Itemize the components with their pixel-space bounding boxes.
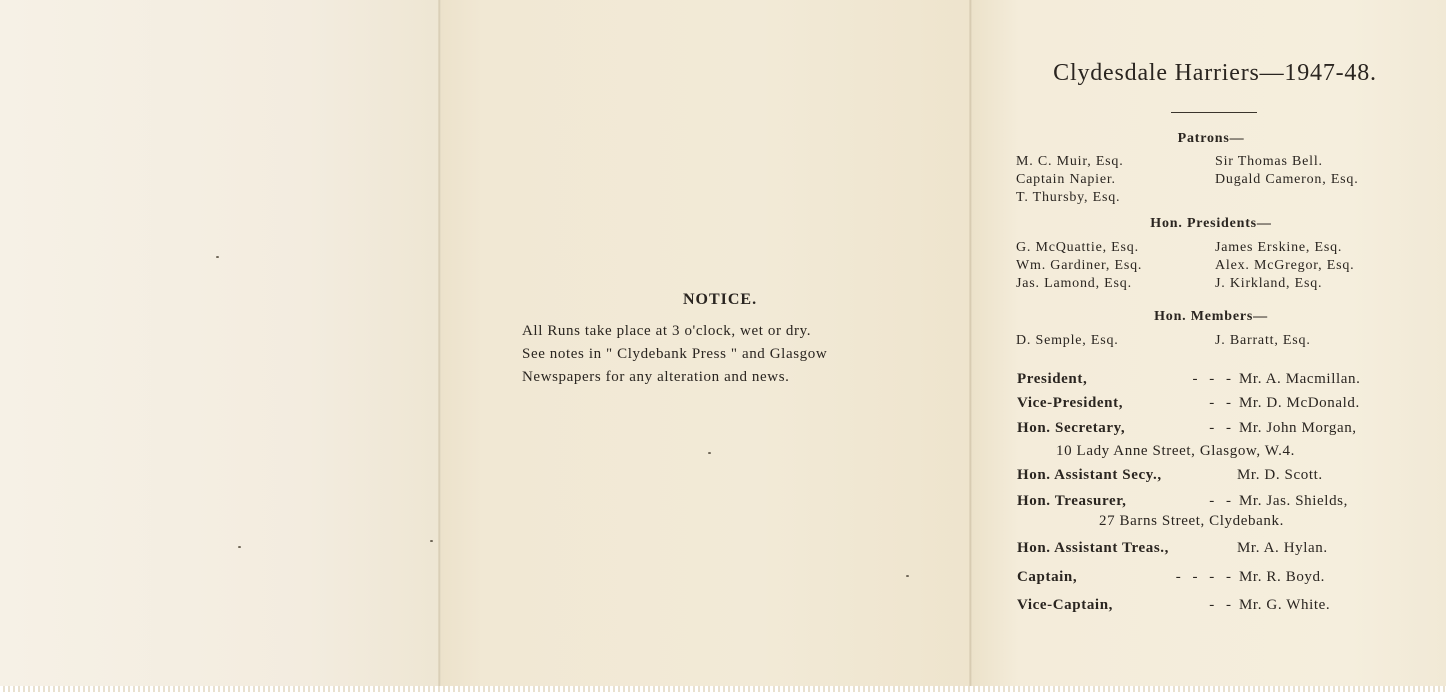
leader-dashes: - - xyxy=(1209,395,1235,411)
leader-dashes: - - xyxy=(1209,420,1235,436)
paper-speck xyxy=(238,546,241,548)
president-name: Alex. McGregor, Esq. xyxy=(1215,258,1355,273)
notice-body xyxy=(522,320,932,389)
officer-row xyxy=(1017,493,1407,510)
patron-name: Sir Thomas Bell. xyxy=(1215,154,1323,169)
patron-name: M. C. Muir, Esq. xyxy=(1016,154,1124,169)
leader-dashes: - - xyxy=(1209,597,1235,613)
list-item xyxy=(1016,189,1416,207)
officer-name: Mr. A. Hylan. xyxy=(1237,540,1328,556)
paper-speck xyxy=(906,575,909,577)
officer-role: Hon. Assistant Secy., xyxy=(1017,467,1162,483)
notice-line: Newspapers for any alteration and news. xyxy=(522,369,790,385)
officer-name: Mr. D. McDonald. xyxy=(1239,395,1360,411)
officer-name: Mr. D. Scott. xyxy=(1237,467,1323,483)
patron-name: Dugald Cameron, Esq. xyxy=(1215,172,1359,187)
leader-dashes: - - - xyxy=(1192,371,1235,387)
list-item xyxy=(1016,275,1416,293)
officer-role: Hon. Secretary, xyxy=(1017,420,1126,436)
patrons-list xyxy=(1016,153,1416,207)
leader-dashes: - - - - xyxy=(1175,569,1235,585)
list-item xyxy=(1016,171,1416,189)
officer-name: Mr. G. White. xyxy=(1239,597,1331,613)
officer-role: Captain, xyxy=(1017,569,1078,585)
list-item xyxy=(1016,153,1416,171)
officer-row xyxy=(1017,569,1407,586)
officer-name: Mr. R. Boyd. xyxy=(1239,569,1325,585)
list-item xyxy=(1016,239,1416,257)
president-name: Wm. Gardiner, Esq. xyxy=(1016,258,1143,273)
officer-address: 10 Lady Anne Street, Glasgow, W.4. xyxy=(1056,443,1295,459)
president-name: James Erskine, Esq. xyxy=(1215,240,1343,255)
paper-speck xyxy=(430,540,433,542)
paper-speck xyxy=(708,452,711,454)
member-name: J. Barratt, Esq. xyxy=(1215,333,1311,348)
officer-role: Vice-Captain, xyxy=(1017,597,1113,613)
hon-presidents-list xyxy=(1016,239,1416,293)
officer-role: Vice-President, xyxy=(1017,395,1124,411)
officer-address: 27 Barns Street, Clydebank. xyxy=(1099,513,1284,529)
president-name: J. Kirkland, Esq. xyxy=(1215,276,1323,291)
patron-name: Captain Napier. xyxy=(1016,172,1116,187)
officer-role: Hon. Treasurer, xyxy=(1017,493,1127,509)
officer-row xyxy=(1017,395,1407,412)
left-panel xyxy=(0,0,440,688)
patron-name: T. Thursby, Esq. xyxy=(1016,190,1121,205)
hon-presidents-heading: Hon. Presidents— xyxy=(1150,216,1272,231)
officer-role: President, xyxy=(1017,371,1088,387)
fold-crease xyxy=(438,0,441,688)
notice-title: NOTICE. xyxy=(682,291,758,308)
officer-row xyxy=(1017,420,1407,437)
fold-crease xyxy=(969,0,972,688)
notice-line: All Runs take place at 3 o'clock, wet or dry. xyxy=(522,323,812,339)
patrons-heading: Patrons— xyxy=(1177,131,1245,146)
list-item xyxy=(1016,257,1416,275)
hon-members-list xyxy=(1016,332,1416,350)
officer-row xyxy=(1017,371,1407,388)
divider-rule xyxy=(1171,112,1257,113)
leader-dashes: - - xyxy=(1209,493,1235,509)
president-name: Jas. Lamond, Esq. xyxy=(1016,276,1132,291)
officer-name: Mr. A. Macmillan. xyxy=(1239,371,1361,387)
paper-speck xyxy=(216,256,219,258)
list-item xyxy=(1016,332,1416,350)
hon-members-heading: Hon. Members— xyxy=(1154,309,1268,324)
officer-row xyxy=(1017,540,1407,557)
officer-row xyxy=(1017,597,1407,614)
president-name: G. McQuattie, Esq. xyxy=(1016,240,1139,255)
notice-line: See notes in " Clydebank Press " and Glasgow xyxy=(522,346,828,362)
member-name: D. Semple, Esq. xyxy=(1016,333,1119,348)
deckled-edge xyxy=(0,686,1446,692)
officer-row xyxy=(1017,467,1407,484)
officer-name: Mr. John Morgan, xyxy=(1239,420,1357,436)
club-title: Clydesdale Harriers—1947-48. xyxy=(1053,60,1377,86)
officer-name: Mr. Jas. Shields, xyxy=(1239,493,1348,509)
officer-role: Hon. Assistant Treas., xyxy=(1017,540,1169,556)
